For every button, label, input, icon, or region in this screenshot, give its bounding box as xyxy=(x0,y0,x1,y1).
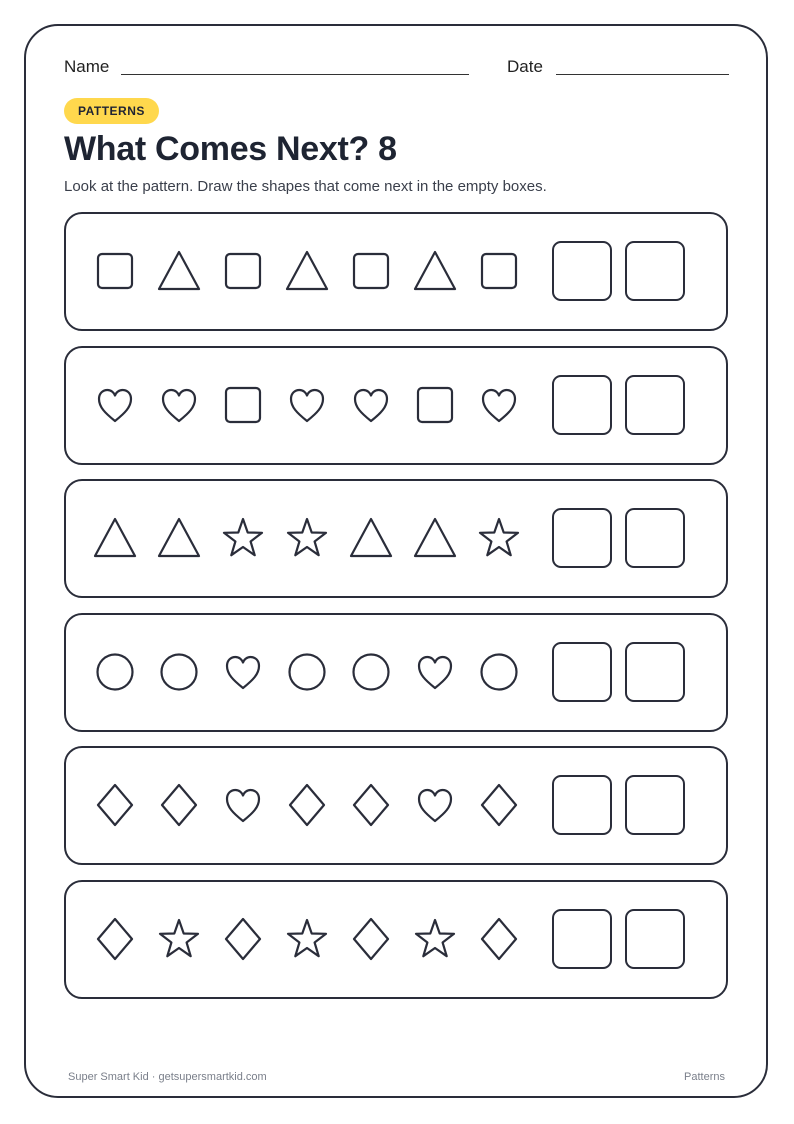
square-icon xyxy=(477,249,521,293)
diamond-icon xyxy=(93,783,137,827)
answer-box[interactable] xyxy=(552,909,612,969)
instructions: Look at the pattern. Draw the shapes that come next in the empty boxes. xyxy=(64,178,547,195)
circle-icon xyxy=(93,650,137,694)
star-icon xyxy=(285,516,329,560)
name-line[interactable] xyxy=(121,74,469,75)
answer-box[interactable] xyxy=(552,241,612,301)
square-icon xyxy=(349,249,393,293)
page-title: What Comes Next? 8 xyxy=(64,130,397,168)
star-icon xyxy=(221,516,265,560)
star-icon xyxy=(477,516,521,560)
triangle-icon xyxy=(157,516,201,560)
footer-topic: Patterns xyxy=(684,1071,725,1083)
triangle-icon xyxy=(413,516,457,560)
heart-icon xyxy=(413,783,457,827)
pattern-row-2 xyxy=(64,346,728,465)
heart-icon xyxy=(221,783,265,827)
circle-icon xyxy=(349,650,393,694)
pattern-row-3 xyxy=(64,479,728,598)
triangle-icon xyxy=(157,249,201,293)
name-label: Name xyxy=(64,57,110,76)
answer-box[interactable] xyxy=(625,375,685,435)
triangle-icon xyxy=(349,516,393,560)
answer-box[interactable] xyxy=(625,241,685,301)
star-icon xyxy=(157,917,201,961)
answer-box[interactable] xyxy=(625,909,685,969)
diamond-icon xyxy=(477,917,521,961)
pattern-row-4 xyxy=(64,613,728,732)
heart-icon xyxy=(349,383,393,427)
diamond-icon xyxy=(477,783,521,827)
footer-brand: Super Smart Kid · getsupersmartkid.com xyxy=(68,1071,267,1083)
circle-icon xyxy=(477,650,521,694)
heart-icon xyxy=(285,383,329,427)
triangle-icon xyxy=(93,516,137,560)
diamond-icon xyxy=(93,917,137,961)
answer-box[interactable] xyxy=(625,642,685,702)
diamond-icon xyxy=(285,783,329,827)
heart-icon xyxy=(93,383,137,427)
heart-icon xyxy=(413,650,457,694)
diamond-icon xyxy=(221,917,265,961)
square-icon xyxy=(93,249,137,293)
star-icon xyxy=(413,917,457,961)
answer-box[interactable] xyxy=(625,775,685,835)
square-icon xyxy=(221,249,265,293)
answer-box[interactable] xyxy=(552,375,612,435)
diamond-icon xyxy=(157,783,201,827)
pattern-row-1 xyxy=(64,212,728,331)
square-icon xyxy=(413,383,457,427)
date-line[interactable] xyxy=(556,74,729,75)
square-icon xyxy=(221,383,265,427)
heart-icon xyxy=(157,383,201,427)
diamond-icon xyxy=(349,783,393,827)
triangle-icon xyxy=(285,249,329,293)
star-icon xyxy=(285,917,329,961)
answer-box[interactable] xyxy=(552,508,612,568)
triangle-icon xyxy=(413,249,457,293)
answer-box[interactable] xyxy=(552,642,612,702)
pattern-row-5 xyxy=(64,746,728,865)
circle-icon xyxy=(157,650,201,694)
circle-icon xyxy=(285,650,329,694)
answer-box[interactable] xyxy=(552,775,612,835)
category-badge: PATTERNS xyxy=(64,98,159,124)
heart-icon xyxy=(221,650,265,694)
diamond-icon xyxy=(349,917,393,961)
pattern-row-6 xyxy=(64,880,728,999)
date-label: Date xyxy=(507,57,543,76)
answer-box[interactable] xyxy=(625,508,685,568)
heart-icon xyxy=(477,383,521,427)
